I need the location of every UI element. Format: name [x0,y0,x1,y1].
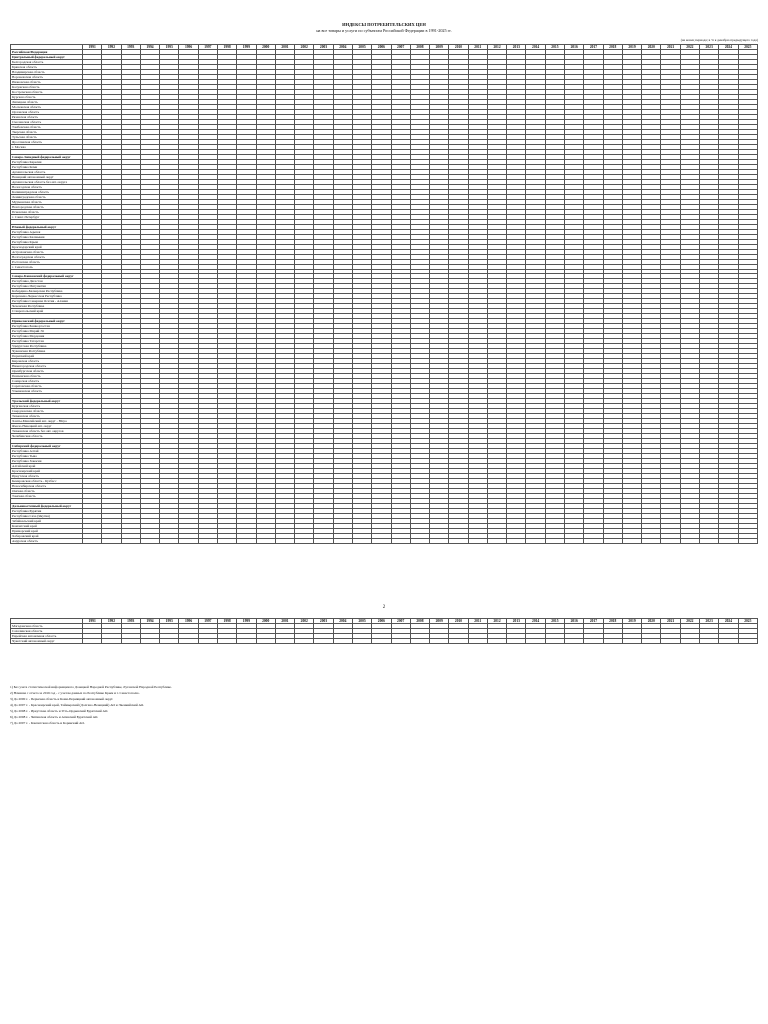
year-header-cell: 2018 [603,45,622,50]
region-name-cell: Смоленская область [11,120,83,125]
footnote: 2) Начиная с отчета за 2016 год - с учетом данных по Республике Крым и г. Севастополю. [10,691,140,695]
region-name-cell: Астраханская область [11,249,83,254]
region-name-cell: Удмуртская Республика [11,344,83,349]
value-cell [160,538,179,543]
value-cell [352,538,371,543]
region-name-cell: Архангельская область без авт. округа [11,179,83,184]
value-cell [314,538,333,543]
value-cell [237,538,256,543]
year-header-cell: 2021 [661,619,680,624]
year-header-cell: 2022 [680,619,699,624]
value-cell [468,538,487,543]
year-header-cell: 2018 [603,619,622,624]
region-name-cell: Чукотский автономный округ [11,639,83,644]
year-header-cell: 1995 [160,619,179,624]
value-cell [430,538,449,543]
year-header-cell: 2019 [622,45,641,50]
region-name-cell: Республика Дагестан [11,279,83,284]
year-header-cell: 2004 [333,45,352,50]
region-name-cell: Московская область [11,105,83,110]
region-name-cell: Республика Башкортостан [11,324,83,329]
year-header-cell: 1999 [237,45,256,50]
region-name-cell: Магаданская область [11,624,83,629]
year-header-cell: 2005 [352,45,371,50]
value-cell [372,639,391,644]
year-header-cell: 1997 [198,45,217,50]
region-name-cell: Республика Хакасия [11,458,83,463]
region-name-cell: Республика Ингушетия [11,284,83,289]
region-name-cell: Северо-Кавказский федеральный округ [11,274,83,279]
value-cell [565,639,584,644]
year-header-cell: 2023 [700,619,719,624]
region-name-cell: Приволжский федеральный округ [11,319,83,324]
value-cell [160,639,179,644]
footnote: 7) До 2007 г. - Камчатская область и Корякский АО. [10,721,85,725]
year-header-cell: 1999 [237,619,256,624]
value-cell [661,639,680,644]
value-cell [680,538,699,543]
year-header-cell: 2012 [487,619,506,624]
year-header-cell: 1998 [217,619,236,624]
value-cell [102,639,121,644]
value-cell [314,639,333,644]
region-name-cell: Республика Карелия [11,159,83,164]
value-cell [83,639,102,644]
year-header-cell: 2009 [430,619,449,624]
value-cell [719,538,738,543]
value-cell [140,538,159,543]
value-cell [275,538,294,543]
region-name-cell: Камчатский край [11,523,83,528]
year-header-cell: 2014 [526,45,545,50]
value-cell [449,538,468,543]
region-name-cell: Амурская область [11,538,83,543]
region-name-cell: Ленинградская область [11,194,83,199]
value-cell [217,538,236,543]
value-cell [545,639,564,644]
year-header-cell: 1994 [140,45,159,50]
region-name-cell: Тамбовская область [11,125,83,130]
region-name-cell: Тюменская область [11,413,83,418]
year-header-cell: 2005 [352,619,371,624]
region-name-cell: Республика Марий Эл [11,329,83,334]
region-name-cell: Тверская область [11,130,83,135]
year-header-cell: 1998 [217,45,236,50]
region-name-cell: Волгоградская область [11,254,83,259]
region-name-cell: Псковская область [11,209,83,214]
footnote: 5) До 2008 г. - Иркутская область и Усть-Ордынский Бурятский АО. [10,709,109,713]
region-name-cell: Мурманская область [11,199,83,204]
year-header-cell: 1992 [102,45,121,50]
value-cell [700,639,719,644]
value-cell [603,538,622,543]
year-header-cell: 2022 [680,45,699,50]
year-header-cell: 2021 [661,45,680,50]
region-name-cell: Пензенская область [11,374,83,379]
value-cell [179,639,198,644]
value-cell [507,538,526,543]
year-header-cell: 2017 [584,619,603,624]
region-name-cell: Ярославская область [11,140,83,145]
value-cell [700,538,719,543]
region-name-cell: Красноярский край [11,468,83,473]
region-name-cell: Республика Мордовия [11,334,83,339]
value-cell [622,639,641,644]
value-cell [198,538,217,543]
region-name-cell: Республика Алтай [11,448,83,453]
region-name-cell: Липецкая область [11,100,83,105]
year-header-cell: 2001 [275,45,294,50]
table-row [11,538,758,543]
year-header-cell: 1992 [102,619,121,624]
page-number: 2 [382,605,386,610]
year-header-cell: 2025 [738,619,757,624]
year-header-cell: 2008 [410,619,429,624]
region-name-cell: Белгородская область [11,60,83,65]
value-cell [738,639,757,644]
value-cell [391,538,410,543]
value-cell [179,538,198,543]
region-name-cell: Орловская область [11,110,83,115]
value-cell [545,538,564,543]
region-name-cell: Калининградская область [11,189,83,194]
year-header-cell: 2010 [449,619,468,624]
year-header-cell: 1994 [140,619,159,624]
year-header-cell: 2000 [256,45,275,50]
region-name-cell: Ставропольский край [11,309,83,314]
footnote: 6) До 2008 г. - Читинская область и Агинский Бурятский АО. [10,715,99,719]
value-cell [584,538,603,543]
value-cell [333,538,352,543]
year-header-cell: 2016 [565,45,584,50]
region-name-cell: Самарская область [11,379,83,384]
value-cell [584,639,603,644]
region-name-cell: Республика Северная Осетия - Алания [11,299,83,304]
region-name-cell: Курская область [11,95,83,100]
region-name-cell: Костромская область [11,90,83,95]
value-cell [449,639,468,644]
region-name-cell: Воронежская область [11,75,83,80]
region-name-cell: Хабаровский край [11,533,83,538]
region-name-cell: Кировская область [11,359,83,364]
region-name-cell: Уральский федеральный округ [11,398,83,403]
value-cell [468,639,487,644]
region-name-cell: Республика Саха (Якутия) [11,513,83,518]
region-name-cell: Республика Коми [11,164,83,169]
region-name-cell: Республика Татарстан [11,339,83,344]
region-name-cell: Нижегородская область [11,364,83,369]
region-name-cell: Ульяновская область [11,389,83,394]
value-cell [237,639,256,644]
value-cell [410,639,429,644]
region-name-cell: Алтайский край [11,463,83,468]
value-cell [680,639,699,644]
year-header-cell: 2008 [410,45,429,50]
year-header-cell: 2003 [314,45,333,50]
value-cell [256,538,275,543]
region-name-cell: г. Санкт-Петербург [11,214,83,219]
region-name-cell: Кабардино-Балкарская Республика [11,289,83,294]
region-name-cell: Брянская область [11,65,83,70]
value-cell [622,538,641,543]
region-name-cell: Тульская область [11,135,83,140]
region-name-cell: Калужская область [11,85,83,90]
year-header-cell: 2006 [372,45,391,50]
year-header-cell: 2025 [738,45,757,50]
footnotes [10,684,710,726]
year-header-cell: 1996 [179,619,198,624]
year-header-cell: 2010 [449,45,468,50]
table-row [11,639,758,644]
year-header-cell: 2013 [507,45,526,50]
year-header-cell: 2006 [372,619,391,624]
year-header-cell: 2001 [275,619,294,624]
year-header-cell: 2003 [314,619,333,624]
region-name-cell: Чеченская Республика [11,304,83,309]
year-header-cell: 1991 [83,45,102,50]
value-cell [565,538,584,543]
region-name-cell: Свердловская область [11,408,83,413]
region-name-cell: Новосибирская область [11,483,83,488]
year-header-cell: 2013 [507,619,526,624]
cpi-table-part-2 [10,618,758,644]
footnote: 1) Без учета статистической информации по Донецкой Народной Республике, Луганской Народной Республике. [10,685,172,689]
region-name-cell: Иркутская область [11,473,83,478]
year-header-cell: 2002 [295,619,314,624]
year-header-cell: 2004 [333,619,352,624]
year-header-cell: 1991 [83,619,102,624]
year-header-cell: 2024 [719,619,738,624]
value-cell [217,639,236,644]
year-header-cell: 1997 [198,619,217,624]
region-name-cell: Республика Бурятия [11,508,83,513]
region-name-cell: Забайкальский край [11,518,83,523]
year-header-cell: 2011 [468,619,487,624]
year-header-cell: 2017 [584,45,603,50]
year-header-cell: 2012 [487,45,506,50]
region-name-cell: Карачаево-Черкесская Республика [11,294,83,299]
value-cell [372,538,391,543]
region-name-cell: Архангельская область [11,169,83,174]
year-header-cell: 2009 [430,45,449,50]
region-name-cell: Ямало-Ненецкий авт. округ [11,423,83,428]
unit-note: (на конец периода; в % к декабрю предыдущего года) [680,38,758,42]
region-name-cell: Ненецкий автономный округ [11,174,83,179]
region-name-cell: Вологодская область [11,184,83,189]
value-cell [487,639,506,644]
region-name-cell: Курганская область [11,403,83,408]
value-cell [140,639,159,644]
year-header-cell: 2015 [545,45,564,50]
year-header-cell: 2000 [256,619,275,624]
year-header-cell: 2019 [622,619,641,624]
value-cell [352,639,371,644]
value-cell [487,538,506,543]
year-header-cell: 1993 [121,619,140,624]
value-cell [121,538,140,543]
value-cell [661,538,680,543]
region-name-cell: Республика Адыгея [11,229,83,234]
region-name-cell: Оренбургская область [11,369,83,374]
region-name-cell: г. Москва [11,145,83,150]
value-cell [83,538,102,543]
year-header-cell: 2020 [642,45,661,50]
value-cell [198,639,217,644]
region-name-cell: Центральный федеральный округ [11,55,83,60]
value-cell [526,639,545,644]
region-name-cell: Приморский край [11,528,83,533]
region-name-cell: Краснодарский край [11,244,83,249]
year-header-cell: 2016 [565,619,584,624]
region-name-cell: Новгородская область [11,204,83,209]
year-header-cell: 2007 [391,619,410,624]
region-name-cell: Дальневосточный федеральный округ [11,503,83,508]
region-name-cell: Кемеровская область - Кузбасс [11,478,83,483]
year-header-cell: 1993 [121,45,140,50]
year-header-cell: 1995 [160,45,179,50]
value-cell [526,538,545,543]
value-cell [275,639,294,644]
value-cell [603,639,622,644]
value-cell [430,639,449,644]
region-name-cell: Владимирская область [11,70,83,75]
region-name-cell: Рязанская область [11,115,83,120]
value-cell [102,538,121,543]
region-name-cell: Томская область [11,493,83,498]
region-name-cell: г. Севастополь [11,264,83,269]
region-name-cell: Южный федеральный округ [11,224,83,229]
region-name-cell: Сибирский федеральный округ [11,443,83,448]
value-cell [738,538,757,543]
cpi-table-part-1 [10,44,758,544]
document-title: ИНДЕКСЫ ПОТРЕБИТЕЛЬСКИХ ЦЕН [342,22,426,27]
region-name-cell: Чувашская Республика [11,349,83,354]
region-name-cell: Тюменская область без авт. округов [11,428,83,433]
value-cell [256,639,275,644]
value-cell [121,639,140,644]
year-header-cell: 2014 [526,619,545,624]
year-header-cell: 2020 [642,619,661,624]
year-header-cell: 2011 [468,45,487,50]
year-header-cell: 1996 [179,45,198,50]
region-name-cell: Омская область [11,488,83,493]
value-cell [295,538,314,543]
document-subtitle: на все товары и услуги по субъектам Российской Федерации в 1991-2025 гг. [316,28,452,33]
year-header-cell: 2015 [545,619,564,624]
footnote: 4) До 2007 г. - Красноярский край, Таймырский (Долгано-Ненецкий) АО и Эвенкийский АО. [10,703,145,707]
region-name-cell: Ханты-Мансийский авт. округ - Югра [11,418,83,423]
year-header-cell: 2024 [719,45,738,50]
year-header-cell: 2007 [391,45,410,50]
region-name-cell: Ивановская область [11,80,83,85]
value-cell [333,639,352,644]
region-name-cell: Российская Федерация [11,50,83,55]
year-header-cell: 2002 [295,45,314,50]
value-cell [295,639,314,644]
region-name-cell: Еврейская автономная область [11,634,83,639]
region-name-cell: Северо-Западный федеральный округ [11,154,83,159]
region-name-cell: Ростовская область [11,259,83,264]
year-header-cell: 2023 [700,45,719,50]
value-cell [507,639,526,644]
region-name-cell: Республика Крым [11,239,83,244]
region-name-cell: Сахалинская область [11,629,83,634]
region-name-cell: Республика Калмыкия [11,234,83,239]
value-cell [642,639,661,644]
value-cell [642,538,661,543]
value-cell [719,639,738,644]
footnote: 3) До 2000 г. - Пермская область и Коми-Пермяцкий автономный округ. [10,697,114,701]
region-name-cell: Пермский край [11,354,83,359]
region-name-cell: Челябинская область [11,433,83,438]
value-cell [391,639,410,644]
region-name-cell: Республика Тыва [11,453,83,458]
value-cell [410,538,429,543]
region-name-cell: Саратовская область [11,384,83,389]
